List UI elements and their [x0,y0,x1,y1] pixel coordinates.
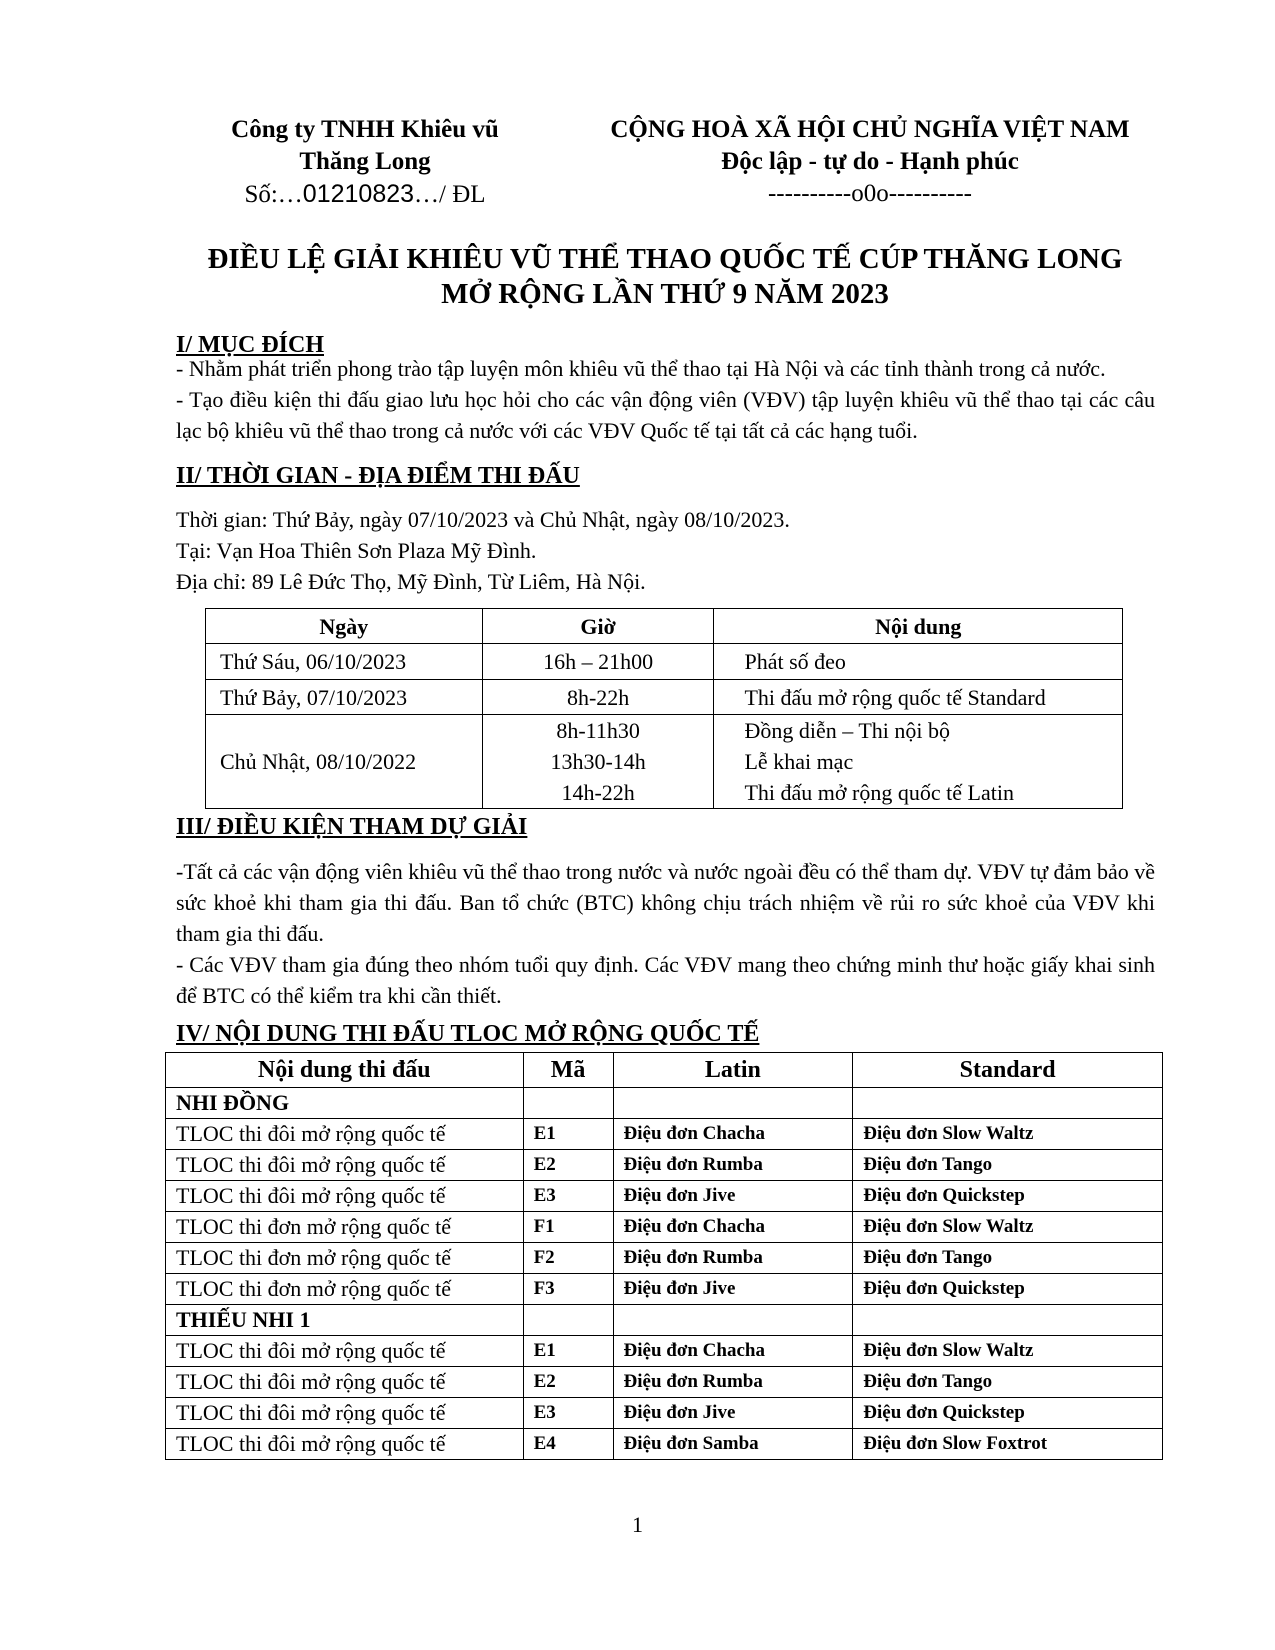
event-name: TLOC thi đôi mở rộng quốc tế [166,1119,524,1150]
event-row [166,1243,1163,1274]
company-block [190,114,540,211]
event-row [166,1367,1163,1398]
event-name: TLOC thi đơn mở rộng quốc tế [166,1274,524,1305]
event-code: E1 [523,1336,613,1367]
schedule-time: 8h-22h [482,680,714,715]
empty-cell [853,1088,1163,1119]
empty-cell [613,1088,853,1119]
schedule-header-content: Nội dung [714,609,1123,644]
age-group-name: THIẾU NHI 1 [166,1305,524,1336]
national-motto: Độc lập - tự do - Hạnh phúc [721,148,1019,175]
event-code: E2 [523,1150,613,1181]
latin-dance: Điệu đơn Jive [613,1398,853,1429]
header-separator: ----------o0o---------- [767,180,972,207]
section3-paragraph: -Tất cả các vận động viên khiêu vũ thể thao trong nước và nước ngoài đều có thể tham dự. VĐV tự đảm bảo về sức khoẻ khi tham gia thi đấu. Ban tổ chức (BTC) không chịu trách nhiệm về rủi ro sức khoẻ của VĐV khi tham gia thi đấu. [176,859,1155,946]
events-header-standard: Standard [853,1053,1163,1088]
event-code: F2 [523,1243,613,1274]
company-name-line2: Thăng Long [299,148,431,175]
company-name-line1: Công ty TNHH Khiêu vũ [231,116,499,143]
schedule-day: Thứ Bảy, 07/10/2023 [206,680,483,715]
standard-dance: Điệu đơn Slow Waltz [853,1212,1163,1243]
events-table [165,1052,1163,1460]
event-name: TLOC thi đôi mở rộng quốc tế [166,1181,524,1212]
event-address: Địa chỉ: 89 Lê Đức Thọ, Mỹ Đình, Từ Liêm, Hà Nội. [176,569,646,594]
age-group-row [166,1305,1163,1336]
latin-dance: Điệu đơn Rumba [613,1243,853,1274]
national-header [580,114,1160,210]
event-venue: Tại: Vạn Hoa Thiên Sơn Plaza Mỹ Đình. [176,538,537,563]
schedule-row [206,680,1123,715]
latin-dance: Điệu đơn Jive [613,1274,853,1305]
standard-dance: Điệu đơn Tango [853,1367,1163,1398]
empty-cell [853,1305,1163,1336]
latin-dance: Điệu đơn Chacha [613,1336,853,1367]
doc-number-value: 01210823 [302,180,415,208]
event-code: E4 [523,1429,613,1460]
event-row [166,1398,1163,1429]
schedule-day: Thứ Sáu, 06/10/2023 [206,644,483,680]
event-name: TLOC thi đôi mở rộng quốc tế [166,1398,524,1429]
event-name: TLOC thi đôi mở rộng quốc tế [166,1150,524,1181]
event-row [166,1212,1163,1243]
schedule-header-row [206,609,1123,644]
latin-dance: Điệu đơn Chacha [613,1119,853,1150]
event-name: TLOC thi đôi mở rộng quốc tế [166,1367,524,1398]
schedule-header-time: Giờ [482,609,714,644]
country-name: CỘNG HOÀ XÃ HỘI CHỦ NGHĨA VIỆT NAM [610,116,1130,143]
events-header-row [166,1053,1163,1088]
schedule-content-cell [714,715,1123,809]
doc-number-prefix: Số:… [244,181,303,208]
empty-cell [613,1305,853,1336]
standard-dance: Điệu đơn Tango [853,1243,1163,1274]
schedule-day: Chủ Nhật, 08/10/2022 [206,715,483,809]
section3-body [176,856,1155,1011]
events-header-latin: Latin [613,1053,853,1088]
section2-body [176,504,1155,597]
section4-heading: IV/ NỘI DUNG THI ĐẤU TLOC MỞ RỘNG QUỐC TẾ [176,1021,760,1047]
page-number: 1 [632,1512,643,1537]
section1-paragraph: - Tạo điều kiện thi đấu giao lưu học hỏi cho các vận động viên (VĐV) tập luyện khiêu vũ thể thao tại các câu lạc bộ khiêu vũ thể thao trong cả nước với các VĐV Quốc tế tại tất cả các hạng tuổi. [176,387,1155,443]
document-title [150,242,1180,312]
schedule-table [205,608,1123,809]
empty-cell [523,1305,613,1336]
latin-dance: Điệu đơn Jive [613,1181,853,1212]
section1-heading: I/ MỤC ĐÍCH [176,332,324,358]
schedule-time: 14h-22h [561,780,635,805]
event-row [166,1119,1163,1150]
section2-heading: II/ THỜI GIAN - ĐỊA ĐIỂM THI ĐẤU [176,463,580,489]
schedule-time: 16h – 21h00 [482,644,714,680]
age-group-name: NHI ĐỒNG [166,1088,524,1119]
section1-body [176,353,1155,446]
event-name: TLOC thi đôi mở rộng quốc tế [166,1429,524,1460]
schedule-row [206,715,1123,809]
schedule-time: 8h-11h30 [556,718,640,743]
event-time: Thời gian: Thứ Bảy, ngày 07/10/2023 và Chủ Nhật, ngày 08/10/2023. [176,507,790,532]
standard-dance: Điệu đơn Slow Foxtrot [853,1429,1163,1460]
empty-cell [523,1088,613,1119]
event-row [166,1336,1163,1367]
schedule-time: 13h30-14h [550,749,646,774]
latin-dance: Điệu đơn Rumba [613,1150,853,1181]
standard-dance: Điệu đơn Quickstep [853,1398,1163,1429]
latin-dance: Điệu đơn Rumba [613,1367,853,1398]
event-code: E1 [523,1119,613,1150]
section3-paragraph: - Các VĐV tham gia đúng theo nhóm tuổi quy định. Các VĐV mang theo chứng minh thư hoặc giấy khai sinh để BTC có thể kiểm tra khi cần thiết. [176,952,1155,1008]
event-code: E2 [523,1367,613,1398]
event-row [166,1150,1163,1181]
schedule-content: Phát số đeo [714,644,1123,680]
event-code: F3 [523,1274,613,1305]
title-line1: ĐIỀU LỆ GIẢI KHIÊU VŨ THỂ THAO QUỐC TẾ CÚP THĂNG LONG [207,243,1123,275]
latin-dance: Điệu đơn Chacha [613,1212,853,1243]
section3-heading: III/ ĐIỀU KIỆN THAM DỰ GIẢI [176,814,528,840]
event-row [166,1429,1163,1460]
event-code: F1 [523,1212,613,1243]
event-row [166,1181,1163,1212]
schedule-header-day: Ngày [206,609,483,644]
event-code: E3 [523,1398,613,1429]
latin-dance: Điệu đơn Samba [613,1429,853,1460]
event-name: TLOC thi đôi mở rộng quốc tế [166,1336,524,1367]
schedule-content: Thi đấu mở rộng quốc tế Latin [744,780,1014,805]
standard-dance: Điệu đơn Tango [853,1150,1163,1181]
document-number [190,178,540,211]
title-line2: MỞ RỘNG LẦN THỨ 9 NĂM 2023 [441,278,889,310]
schedule-time-cell [482,715,714,809]
schedule-content: Thi đấu mở rộng quốc tế Standard [714,680,1123,715]
events-body [166,1088,1163,1460]
age-group-row [166,1088,1163,1119]
standard-dance: Điệu đơn Slow Waltz [853,1119,1163,1150]
schedule-row [206,644,1123,680]
doc-number-suffix: …/ ĐL [414,181,486,208]
event-name: TLOC thi đơn mở rộng quốc tế [166,1212,524,1243]
events-header-event: Nội dung thi đấu [166,1053,524,1088]
schedule-content: Đồng diễn – Thi nội bộ [744,718,951,743]
event-code: E3 [523,1181,613,1212]
section1-paragraph: - Nhằm phát triển phong trào tập luyện môn khiêu vũ thể thao tại Hà Nội và các tỉnh thành trong cả nước. [176,356,1106,381]
standard-dance: Điệu đơn Slow Waltz [853,1336,1163,1367]
standard-dance: Điệu đơn Quickstep [853,1181,1163,1212]
standard-dance: Điệu đơn Quickstep [853,1274,1163,1305]
events-header-code: Mã [523,1053,613,1088]
schedule-content: Lễ khai mạc [744,749,854,774]
event-name: TLOC thi đơn mở rộng quốc tế [166,1243,524,1274]
event-row [166,1274,1163,1305]
